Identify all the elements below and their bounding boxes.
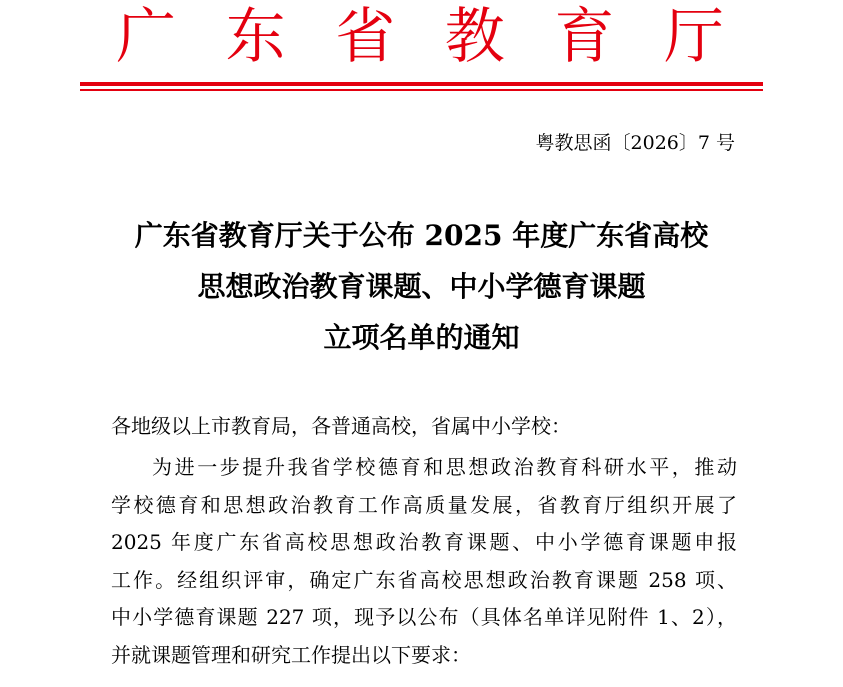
masthead-divider-thin [80,89,763,91]
body-line: 为进一步提升我省学校德育和思想政治教育科研水平，推动 [152,455,737,479]
body-line: 中小学德育课题 227 项，现予以公布（具体名单详见附件 1、2）， [111,605,737,629]
document-title [80,210,763,363]
document-number: 粤教思函〔2026〕7 号 [535,132,735,154]
body-line: 2025 年度广东省高校思想政治教育课题、中小学德育课题申报 [111,530,737,554]
masthead-char: 东 [225,2,286,72]
masthead-divider-thick [80,82,763,86]
masthead-char: 厅 [663,2,724,72]
masthead-char: 广 [116,2,176,72]
masthead-char: 教 [444,2,505,72]
masthead-title [110,2,730,72]
body-line: 工作。经组织评审，确定广东省高校思想政治教育课题 258 项、 [111,567,737,592]
body-line: 并就课题管理和研究工作提出以下要求： [111,642,471,667]
title-line: 广东省教育厅关于公布 2025 年度广东省高校 [134,219,709,252]
body-line: 学校德育和思想政治教育工作高质量发展，省教育厅组织开展了 [111,492,737,517]
masthead-char: 育 [554,2,615,72]
title-line: 思想政治教育课题、中小学德育课题 [197,270,646,303]
title-line: 立项名单的通知 [323,321,520,354]
body-paragraph [111,452,751,677]
masthead-char: 省 [335,2,396,72]
salutation: 各地级以上市教育局，各普通高校，省属中小学校： [111,414,571,438]
masthead [0,0,843,80]
